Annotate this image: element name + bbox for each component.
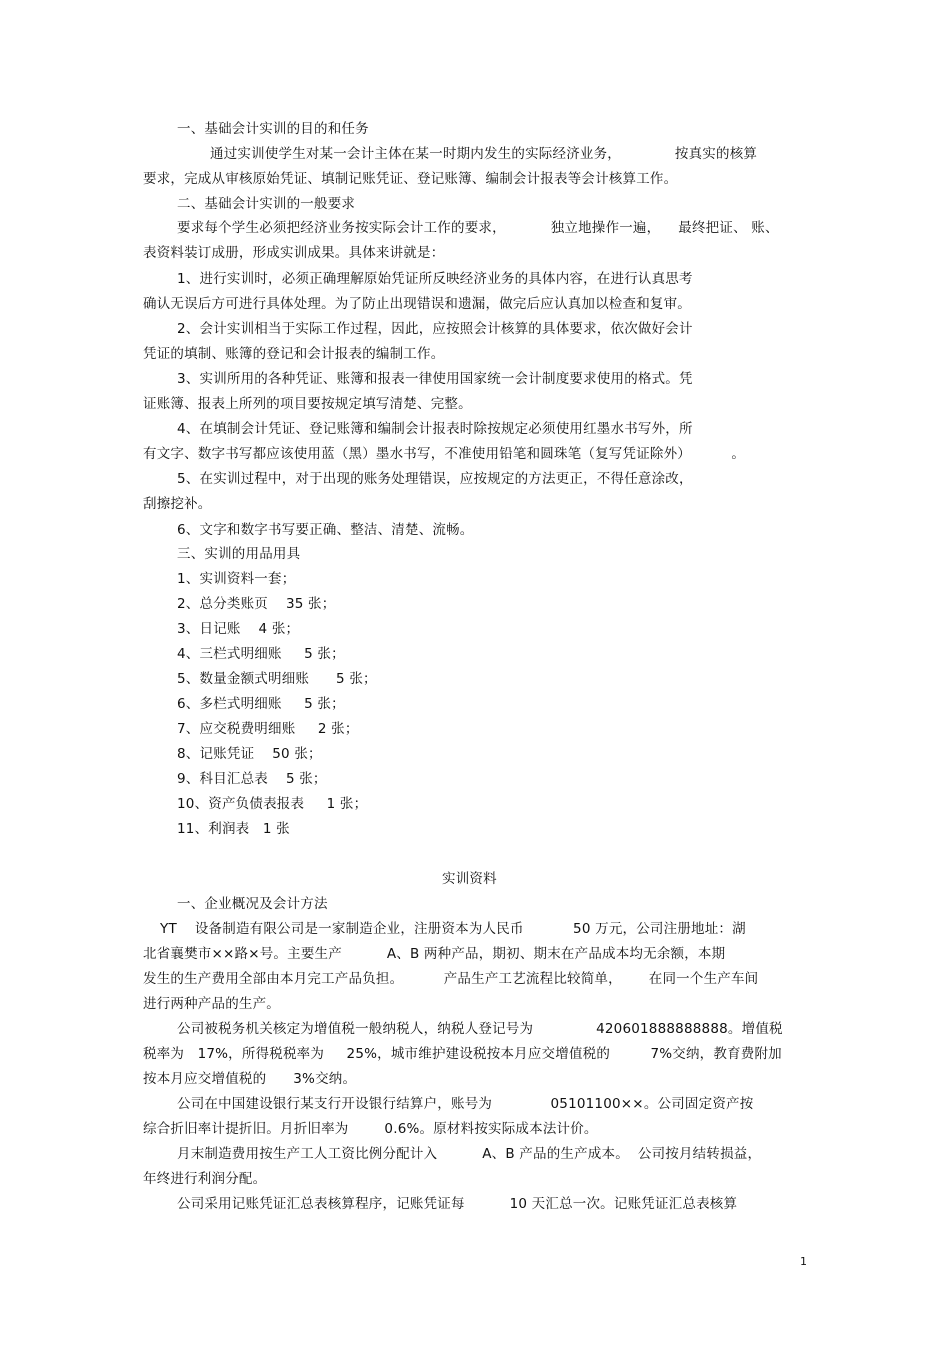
materials-title: 实训资料 (442, 871, 497, 887)
supply-item: 8、记账凭证 50 张； (177, 746, 322, 762)
requirement-line: 确认无误后方可进行具体处理。为了防止出现错误和遗漏，做完后应认真加以检查和复审。 (143, 296, 691, 312)
section-heading: 一、基础会计实训的目的和任务 (177, 121, 369, 137)
supply-item: 9、科目汇总表 5 张； (177, 771, 327, 787)
requirement-line: 刮擦挖补。 (143, 496, 212, 512)
supply-item: 7、应交税费明细账 2 张； (177, 721, 359, 737)
section-heading: 三、实训的用品用具 (177, 546, 301, 562)
requirement-line: 4、在填制会计凭证、登记账簿和编制会计报表时除按规定必须使用红墨水书写外，所 (177, 421, 693, 437)
requirement-line: 2、会计实训相当于实际工作过程，因此，应按照会计核算的具体要求，依次做好会计 (177, 321, 693, 337)
paragraph-line: 进行两种产品的生产。 (143, 996, 280, 1012)
paragraph-line: 要求每个学生必须把经济业务按实际会计工作的要求， 独立地操作一遍， 最终把证、 账、 (177, 220, 779, 236)
paragraph-line: 公司采用记账凭证汇总表核算程序，记账凭证每 10 天汇总一次。记账凭证汇总表核算 (177, 1196, 738, 1212)
requirement-line: 证账簿、报表上所列的项目要按规定填写清楚、完整。 (143, 396, 472, 412)
paragraph-line: 表资料装订成册，形成实训成果。具体来讲就是： (143, 245, 445, 261)
supply-item: 10、资产负债表报表 1 张； (177, 796, 368, 812)
requirement-line: 凭证的填制、账簿的登记和会计报表的编制工作。 (143, 346, 445, 362)
requirement-line: 6、文字和数字书写要正确、整洁、清楚、流畅。 (177, 522, 474, 538)
supply-item: 5、数量金额式明细账 5 张； (177, 671, 377, 687)
supply-item: 1、实训资料一套； (177, 571, 296, 587)
paragraph-line: 税率为 17%，所得税税率为 25%，城市维护建设税按本月应交增值税的 7%交纳，教育费附加 (143, 1046, 782, 1062)
paragraph-line: 按本月应交增值税的 3%交纳。 (143, 1071, 357, 1087)
supply-item: 3、日记账 4 张； (177, 621, 300, 637)
supply-item: 2、总分类账页 35 张； (177, 596, 336, 612)
supply-item: 11、利润表 1 张 (177, 821, 290, 837)
paragraph-line: 通过实训使学生对某一会计主体在某一时期内发生的实际经济业务， 按真实的核算 (210, 146, 758, 162)
page-number: 1 (800, 1255, 807, 1268)
paragraph-line: 发生的生产费用全部由本月完工产品负担。 产品生产工艺流程比较简单， 在同一个生产车间 (143, 971, 759, 987)
paragraph-line: 综合折旧率计提折旧。月折旧率为 0.6%。原材料按实际成本法计价。 (143, 1121, 598, 1137)
paragraph-line: YT 设备制造有限公司是一家制造企业，注册资本为人民币 50 万元，公司注册地址：湖 (160, 921, 746, 937)
requirement-line: 3、实训所用的各种凭证、账簿和报表一律使用国家统一会计制度要求使用的格式。凭 (177, 371, 693, 387)
requirement-line: 有文字、数字书写都应该使用蓝（黑）墨水书写，不准使用铅笔和圆珠笔（复写凭证除外） 。 (143, 446, 746, 462)
paragraph-line: 公司在中国建设银行某支行开设银行结算户，账号为 05101100××。公司固定资产按 (177, 1096, 754, 1112)
section-heading: 一、企业概况及会计方法 (177, 896, 328, 912)
supply-item: 4、三栏式明细账 5 张； (177, 646, 345, 662)
requirement-line: 5、在实训过程中，对于出现的账务处理错误，应按规定的方法更正，不得任意涂改， (177, 471, 693, 487)
paragraph-line: 月末制造费用按生产工人工资比例分配计入 A、B 产品的生产成本。 公司按月结转损益， (177, 1146, 762, 1162)
paragraph-line: 公司被税务机关核定为增值税一般纳税人，纳税人登记号为 420601888888888。增值税 (177, 1021, 783, 1037)
paragraph-line: 年终进行利润分配。 (143, 1171, 267, 1187)
supply-item: 6、多栏式明细账 5 张； (177, 696, 345, 712)
paragraph-line: 要求，完成从审核原始凭证、填制记账凭证、登记账簿、编制会计报表等会计核算工作。 (143, 171, 678, 187)
paragraph-line: 北省襄樊市××路×号。主要生产 A、B 两种产品，期初、期末在产品成本均无余额，本期 (143, 946, 726, 962)
requirement-line: 1、进行实训时，必须正确理解原始凭证所反映经济业务的具体内容，在进行认真思考 (177, 271, 693, 287)
section-heading: 二、基础会计实训的一般要求 (177, 196, 356, 212)
